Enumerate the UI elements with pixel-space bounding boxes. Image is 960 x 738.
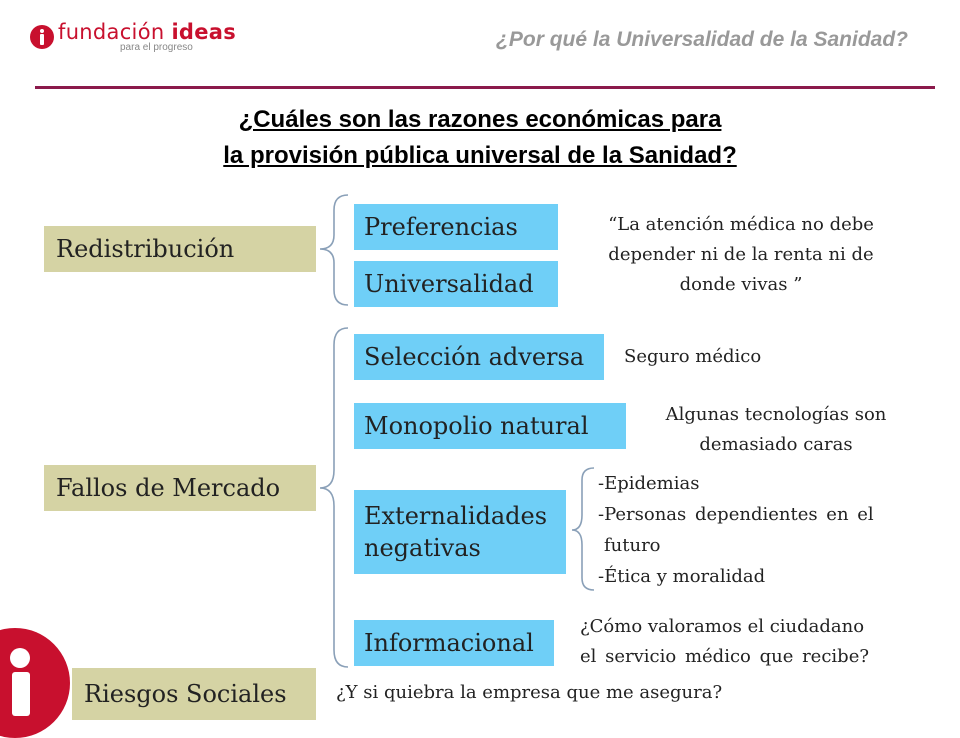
logo-tagline: para el progreso	[120, 42, 193, 53]
brace-fallos	[320, 328, 348, 667]
note-ext-line-3: futuro	[604, 535, 661, 556]
note-quote-line-1: “La atención médica no debe	[608, 214, 874, 235]
note-ext-line-1: -Epidemias	[598, 473, 700, 494]
note-quote	[576, 210, 906, 300]
brace-redistribucion	[320, 195, 348, 305]
category-redistribucion: Redistribución	[44, 226, 316, 272]
item-externalidades-line-2: negativas	[364, 534, 481, 562]
note-quote-line-2: depender ni de la renta ni de	[608, 244, 874, 265]
slide-title-line-1: ¿Cuáles son las razones económicas para	[238, 106, 722, 133]
note-tecnologias	[640, 400, 912, 460]
note-riesgos: ¿Y si quiebra la empresa que me asegura?	[336, 682, 723, 703]
item-universalidad: Universalidad	[354, 261, 558, 307]
note-quote-line-3: donde vivas ”	[679, 274, 803, 295]
note-externalidades	[598, 468, 874, 592]
category-fallos-de-mercado: Fallos de Mercado	[44, 465, 316, 511]
note-tecnologias-line-1: Algunas tecnologías son	[665, 404, 887, 425]
note-info-line-1: ¿Cómo valoramos el ciudadano	[580, 616, 865, 637]
note-seguro-medico: Seguro médico	[624, 346, 762, 367]
item-externalidades-line-1: Externalidades	[364, 502, 548, 530]
note-info-line-2: el servicio médico que recibe?	[580, 646, 869, 667]
slide-title-line-2: la provisión pública universal de la Sanidad?	[223, 142, 737, 169]
header-title: ¿Por qué la Universalidad de la Sanidad?	[496, 28, 908, 51]
item-preferencias: Preferencias	[354, 204, 558, 250]
item-monopolio-natural: Monopolio natural	[354, 403, 626, 449]
note-ext-line-4: -Ética y moralidad	[598, 566, 766, 587]
logo-name: fundación ideas	[58, 20, 237, 44]
brace-externalidades	[572, 468, 594, 590]
note-informacional	[580, 612, 916, 672]
item-informacional: Informacional	[354, 620, 554, 666]
item-seleccion-adversa: Selección adversa	[354, 334, 604, 380]
note-tecnologias-line-2: demasiado caras	[699, 434, 853, 455]
note-ext-line-2: -Personas dependientes en el	[598, 504, 874, 525]
item-externalidades-negativas	[354, 490, 566, 574]
category-riesgos-sociales: Riesgos Sociales	[72, 668, 316, 720]
